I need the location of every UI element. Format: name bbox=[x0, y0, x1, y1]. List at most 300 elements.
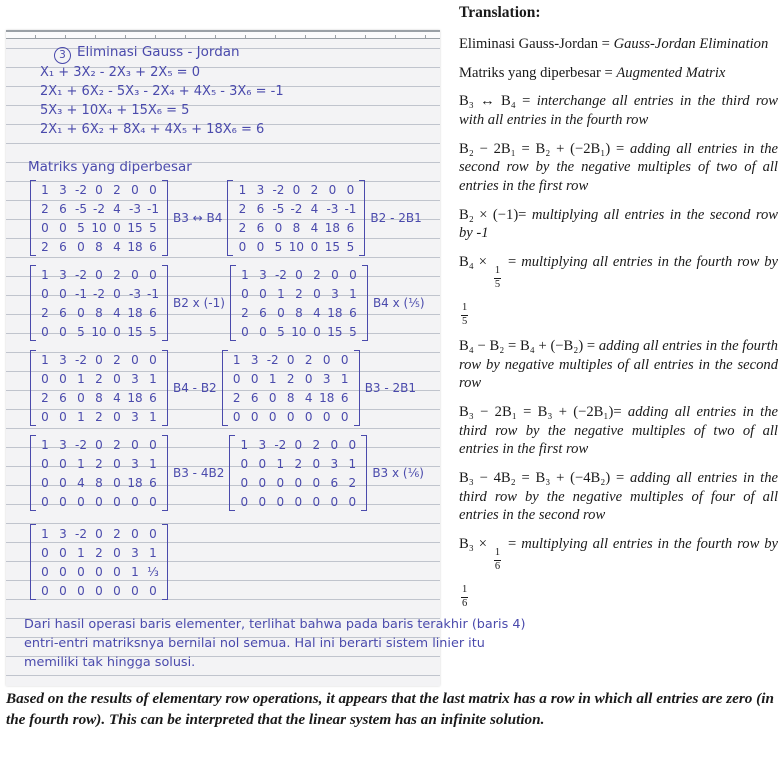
matrix-cell: 3 bbox=[259, 267, 267, 282]
matrix-cell: 4 bbox=[310, 201, 319, 216]
row-operation-label: B3 - 2B1 bbox=[364, 381, 417, 395]
matrix-cell: 6 bbox=[256, 220, 265, 235]
matrix-grid bbox=[36, 180, 162, 256]
matrix-cell: 6 bbox=[346, 220, 355, 235]
matrix-cell: 0 bbox=[238, 239, 247, 254]
matrix-cell: 5 bbox=[277, 324, 285, 339]
matrix-cell: 0 bbox=[95, 352, 103, 367]
matrix bbox=[222, 350, 360, 426]
matrix-cell: -5 bbox=[75, 201, 87, 216]
matrix-cell: 0 bbox=[149, 526, 157, 541]
matrix-cell: 1 bbox=[41, 352, 49, 367]
matrix-cell: 1 bbox=[276, 456, 285, 471]
matrix-cell: -1 bbox=[147, 201, 159, 216]
matrix-steps bbox=[20, 180, 432, 511]
matrix-cell: 0 bbox=[312, 494, 321, 509]
row-operation-label: B2 - 2B1 bbox=[370, 211, 422, 225]
matrix-cell: 0 bbox=[77, 583, 85, 598]
translation-paragraph bbox=[459, 253, 778, 327]
matrix-grid bbox=[235, 435, 361, 511]
matrix-grid bbox=[36, 265, 162, 341]
matrix-cell: 0 bbox=[259, 324, 267, 339]
translation-math-text: B₃ × bbox=[459, 536, 492, 553]
matrix-cell: 2 bbox=[294, 456, 303, 471]
matrix-cell: 1 bbox=[77, 409, 85, 424]
matrix-cell: 0 bbox=[349, 267, 357, 282]
equation-line: 5X₃ + 10X₄ + 15X₆ = 5 bbox=[40, 103, 190, 118]
matrix-right-bracket bbox=[354, 350, 360, 426]
matrix-cell: 1 bbox=[149, 545, 157, 560]
matrix-grid bbox=[36, 350, 162, 426]
matrix-cell: 0 bbox=[276, 494, 285, 509]
translation-math-text: B₃ − 4B₂ = B₃ + (−4B₂) = bbox=[459, 470, 631, 487]
problem-number-badge: 3 bbox=[54, 47, 71, 64]
fraction-numerator: 1 bbox=[461, 585, 468, 598]
matrix-cell: -2 bbox=[75, 267, 87, 282]
matrix-cell: 6 bbox=[330, 475, 339, 490]
matrix-cell: 10 bbox=[91, 220, 107, 235]
matrix-cell: 6 bbox=[59, 305, 67, 320]
matrix-cell: 2 bbox=[238, 220, 247, 235]
matrix-cell: 0 bbox=[131, 437, 139, 452]
matrix-cell: 4 bbox=[113, 305, 121, 320]
translation-paragraph bbox=[459, 206, 778, 243]
matrix-cell: 0 bbox=[113, 494, 121, 509]
matrix-cell: 1 bbox=[77, 456, 85, 471]
matrix-cell: 0 bbox=[294, 494, 303, 509]
matrix-right-bracket bbox=[162, 435, 168, 511]
matrix-cell: 3 bbox=[258, 437, 267, 452]
matrix-cell: 0 bbox=[259, 286, 267, 301]
matrix-cell: 2 bbox=[348, 475, 357, 490]
ruler-ticks bbox=[6, 35, 440, 38]
matrix-cell: 6 bbox=[250, 390, 259, 405]
matrix-cell: 3 bbox=[256, 182, 265, 197]
matrix-cell: 1 bbox=[268, 371, 277, 386]
matrix-cell: 4 bbox=[77, 475, 85, 490]
matrix-cell: 5 bbox=[77, 324, 85, 339]
matrix-cell: -3 bbox=[326, 201, 339, 216]
matrix-cell: 1 bbox=[149, 409, 157, 424]
matrix-cell: 8 bbox=[95, 390, 103, 405]
fraction bbox=[461, 303, 468, 327]
matrix-heading: Matriks yang diperbesar bbox=[28, 159, 192, 175]
matrix-right-bracket bbox=[162, 180, 168, 256]
translation-math-text: B₃ − 2B₁ = B₃ + (−2B₁)= bbox=[459, 404, 628, 421]
matrix-cell: 0 bbox=[131, 526, 139, 541]
matrix-right-bracket bbox=[361, 435, 367, 511]
matrix-cell: 0 bbox=[346, 182, 355, 197]
matrix-cell: 5 bbox=[149, 324, 157, 339]
matrix-cell: 0 bbox=[41, 494, 49, 509]
equation-line: 2X₁ + 6X₂ - 5X₃ - 2X₄ + 4X₅ - 3X₆ = -1 bbox=[40, 84, 284, 99]
matrix-cell: 0 bbox=[131, 352, 139, 367]
matrix-grid bbox=[236, 265, 362, 341]
matrix-cell: 0 bbox=[294, 437, 303, 452]
matrix bbox=[30, 524, 168, 600]
matrix bbox=[30, 350, 168, 426]
matrix-cell: 0 bbox=[59, 409, 67, 424]
matrix-right-bracket bbox=[162, 350, 168, 426]
matrix-cell: 3 bbox=[331, 286, 339, 301]
fraction bbox=[494, 548, 501, 572]
matrix-cell: 5 bbox=[349, 324, 357, 339]
fraction-numerator: 1 bbox=[494, 548, 501, 561]
matrix-cell: 2 bbox=[113, 182, 121, 197]
row-operation-label: B2 x (-1) bbox=[173, 296, 225, 310]
matrix-cell: 2 bbox=[95, 545, 103, 560]
matrix-cell: 6 bbox=[149, 475, 157, 490]
matrix-cell: 2 bbox=[95, 409, 103, 424]
matrix-cell: 0 bbox=[232, 409, 241, 424]
matrix-cell: 18 bbox=[319, 390, 335, 405]
matrix-cell: 18 bbox=[324, 220, 341, 235]
matrix-cell: 0 bbox=[313, 324, 321, 339]
equation-line: 2X₁ + 6X₂ + 8X₄ + 4X₅ + 18X₆ = 6 bbox=[40, 122, 265, 137]
matrix-cell: 0 bbox=[113, 371, 121, 386]
conclusion-note bbox=[24, 615, 526, 672]
matrix-cell: 0 bbox=[95, 583, 103, 598]
matrix-cell: 0 bbox=[312, 475, 321, 490]
matrix-cell: 4 bbox=[313, 305, 321, 320]
matrix-cell: -1 bbox=[75, 286, 87, 301]
translation-math-text: Eliminasi Gauss-Jordan = bbox=[459, 36, 614, 52]
matrix-cell: 0 bbox=[268, 409, 277, 424]
paper-top-edge bbox=[6, 30, 440, 39]
matrix-cell: 0 bbox=[59, 371, 67, 386]
matrix-cell: 5 bbox=[149, 220, 157, 235]
translation-paragraph bbox=[459, 140, 778, 196]
matrix-cell: -3 bbox=[129, 286, 141, 301]
translation-paragraph bbox=[459, 35, 778, 54]
matrix-cell: 2 bbox=[113, 267, 121, 282]
matrix-cell: 2 bbox=[310, 182, 319, 197]
matrix-step-row bbox=[30, 180, 432, 256]
matrix-cell: 1 bbox=[348, 456, 357, 471]
translation-paragraph bbox=[459, 469, 778, 525]
matrix-cell: 0 bbox=[41, 286, 49, 301]
matrix-cell: 0 bbox=[95, 564, 103, 579]
translation-math-text: B₂ × (−1)= bbox=[459, 206, 532, 223]
matrix-cell: 0 bbox=[131, 583, 139, 598]
matrix-cell: 0 bbox=[312, 456, 321, 471]
matrix bbox=[227, 180, 365, 256]
matrix-cell: 0 bbox=[113, 475, 121, 490]
matrix bbox=[230, 265, 368, 341]
matrix-cell: 0 bbox=[258, 456, 267, 471]
translation-italic-text: multiplying all entries in the second row by -1 bbox=[459, 206, 778, 242]
matrix-grid bbox=[36, 435, 162, 511]
matrix-step-row bbox=[30, 350, 432, 426]
matrix-cell: 3 bbox=[59, 267, 67, 282]
matrix-cell: 3 bbox=[322, 371, 331, 386]
matrix-cell: 6 bbox=[59, 239, 67, 254]
matrix-cell: 0 bbox=[330, 494, 339, 509]
matrix-cell: -1 bbox=[147, 286, 159, 301]
matrix-cell: 2 bbox=[41, 305, 49, 320]
matrix-cell: 1 bbox=[41, 526, 49, 541]
matrix-cell: 0 bbox=[348, 494, 357, 509]
matrix-cell: 0 bbox=[95, 437, 103, 452]
matrix-cell: 3 bbox=[131, 371, 139, 386]
matrix-cell: -3 bbox=[129, 201, 141, 216]
matrix-cell: 18 bbox=[127, 390, 143, 405]
matrix bbox=[229, 435, 367, 511]
matrix-cell: 0 bbox=[295, 267, 303, 282]
matrix-cell: 0 bbox=[131, 182, 139, 197]
matrix-cell: 0 bbox=[276, 475, 285, 490]
matrix-cell: 2 bbox=[95, 371, 103, 386]
matrix-cell: 0 bbox=[304, 371, 313, 386]
matrix-right-bracket bbox=[162, 524, 168, 600]
matrix-cell: 18 bbox=[127, 239, 143, 254]
matrix-cell: 0 bbox=[41, 545, 49, 560]
matrix-cell: 8 bbox=[286, 390, 295, 405]
matrix-cell: 4 bbox=[113, 239, 121, 254]
conclusion-line: memiliki tak hingga solusi. bbox=[24, 655, 196, 670]
matrix-cell: -2 bbox=[93, 201, 105, 216]
translation-heading: Translation: bbox=[459, 4, 541, 21]
matrix-cell: 0 bbox=[256, 239, 265, 254]
translation-italic-text: adding all entries in the second row by the negative multiples of two of all entries in the first row bbox=[459, 140, 778, 195]
matrix-cell: 3 bbox=[59, 437, 67, 452]
matrix-cell: 0 bbox=[240, 494, 249, 509]
fraction-denominator: 6 bbox=[494, 560, 501, 572]
matrix-cell: 8 bbox=[292, 220, 301, 235]
matrix-cell: 15 bbox=[324, 239, 341, 254]
matrix-cell: 15 bbox=[127, 324, 143, 339]
matrix-cell: 1 bbox=[238, 182, 247, 197]
fraction bbox=[461, 585, 468, 609]
matrix-cell: 0 bbox=[59, 475, 67, 490]
matrix-cell: 6 bbox=[149, 390, 157, 405]
matrix-cell: 5 bbox=[77, 220, 85, 235]
matrix-cell: 6 bbox=[149, 239, 157, 254]
translation-paragraph bbox=[459, 403, 778, 459]
equation-list bbox=[40, 63, 432, 139]
translation-italic-text: multiplying all entries in the fourth row by bbox=[521, 254, 778, 271]
matrix-right-bracket bbox=[162, 265, 168, 341]
matrix-cell: 0 bbox=[330, 437, 339, 452]
matrix-cell: 0 bbox=[59, 583, 67, 598]
matrix-cell: 3 bbox=[131, 409, 139, 424]
matrix-cell: 18 bbox=[327, 305, 343, 320]
matrix-cell: 1 bbox=[77, 371, 85, 386]
translation-math-text: B₃ ↔ B₄ = bbox=[459, 93, 537, 110]
matrix-cell: 0 bbox=[77, 564, 85, 579]
matrix-cell: 2 bbox=[286, 371, 295, 386]
matrix-cell: 0 bbox=[149, 494, 157, 509]
matrix-cell: 2 bbox=[41, 201, 49, 216]
matrix-cell: 0 bbox=[340, 409, 349, 424]
matrix-cell: 0 bbox=[41, 564, 49, 579]
matrix-cell: 6 bbox=[340, 390, 349, 405]
matrix-cell: 0 bbox=[95, 526, 103, 541]
matrix-cell: 2 bbox=[113, 437, 121, 452]
matrix-cell: 0 bbox=[241, 324, 249, 339]
matrix-grid bbox=[228, 350, 354, 426]
matrix-cell: 0 bbox=[304, 409, 313, 424]
matrix-cell: 0 bbox=[59, 324, 67, 339]
matrix-cell: 0 bbox=[41, 583, 49, 598]
matrix-cell: 4 bbox=[310, 220, 319, 235]
matrix-cell: 8 bbox=[295, 305, 303, 320]
matrix-cell: 0 bbox=[77, 305, 85, 320]
matrix-cell: 1 bbox=[41, 182, 49, 197]
matrix-cell: 2 bbox=[313, 267, 321, 282]
matrix-cell: -2 bbox=[290, 201, 303, 216]
matrix-cell: 5 bbox=[274, 239, 283, 254]
translation-paragraph bbox=[459, 64, 778, 83]
matrix-cell: 18 bbox=[127, 305, 143, 320]
matrix-cell: -2 bbox=[93, 286, 105, 301]
matrix-cell: 0 bbox=[113, 583, 121, 598]
matrix-cell: 0 bbox=[59, 545, 67, 560]
matrix-cell: 8 bbox=[95, 305, 103, 320]
row-operation-label: B4 x (⅕) bbox=[372, 296, 425, 310]
matrix-grid bbox=[36, 524, 162, 600]
matrix-cell: 0 bbox=[322, 409, 331, 424]
matrix-cell: 0 bbox=[113, 456, 121, 471]
matrix-cell: 18 bbox=[127, 475, 143, 490]
matrix-cell: 2 bbox=[312, 437, 321, 452]
translation-math-text: = bbox=[503, 254, 522, 271]
matrix bbox=[30, 265, 168, 341]
notes-title bbox=[54, 44, 432, 63]
matrix-cell: 8 bbox=[95, 475, 103, 490]
matrix-cell: 8 bbox=[95, 239, 103, 254]
matrix-cell: 0 bbox=[286, 409, 295, 424]
matrix-cell: 0 bbox=[294, 475, 303, 490]
matrix-cell: 0 bbox=[149, 182, 157, 197]
matrix-cell: 0 bbox=[348, 437, 357, 452]
matrix-cell: -5 bbox=[272, 201, 285, 216]
matrix-cell: 0 bbox=[59, 494, 67, 509]
matrix-cell: 0 bbox=[240, 475, 249, 490]
matrix-cell: 2 bbox=[113, 526, 121, 541]
row-operation-label: B3 ↔ B4 bbox=[173, 211, 223, 225]
matrix-cell: 6 bbox=[59, 201, 67, 216]
translation-italic-text: adding all entries in the third row by the negative multiples of two of all entries in the first row bbox=[459, 404, 778, 458]
matrix-cell: 0 bbox=[113, 564, 121, 579]
matrix-cell: 0 bbox=[149, 267, 157, 282]
translation-panel bbox=[459, 4, 778, 619]
equation-line: X₁ + 3X₂ - 2X₃ + 2X₅ = 0 bbox=[40, 65, 200, 80]
matrix-cell: 0 bbox=[59, 286, 67, 301]
matrix-cell: 3 bbox=[59, 352, 67, 367]
matrix-cell: 0 bbox=[149, 437, 157, 452]
fraction-denominator: 5 bbox=[462, 315, 468, 327]
matrix-right-bracket bbox=[362, 265, 368, 341]
matrix-cell: 2 bbox=[41, 239, 49, 254]
translation-math-text: = bbox=[503, 536, 522, 553]
conclusion-line: entri-entri matriksnya bernilai nol semua. Hal ini berarti sistem linier itu bbox=[24, 636, 485, 651]
matrix-cell: 1 bbox=[240, 437, 249, 452]
translation-italic-text: Augmented Matrix bbox=[616, 64, 726, 81]
matrix-cell: 2 bbox=[95, 456, 103, 471]
matrix-cell: 0 bbox=[41, 220, 49, 235]
translation-paragraphs bbox=[459, 35, 778, 609]
matrix-cell: 0 bbox=[286, 352, 295, 367]
matrix-cell: 0 bbox=[131, 494, 139, 509]
matrix-cell: 2 bbox=[41, 390, 49, 405]
matrix-cell: 2 bbox=[295, 286, 303, 301]
matrix-cell: 0 bbox=[277, 305, 285, 320]
matrix-cell: 0 bbox=[258, 475, 267, 490]
matrix bbox=[30, 435, 168, 511]
matrix-cell: 0 bbox=[258, 494, 267, 509]
matrix-cell: -2 bbox=[274, 437, 287, 452]
matrix-cell: 0 bbox=[310, 239, 319, 254]
matrix-cell: 0 bbox=[268, 390, 277, 405]
matrix-cell: 3 bbox=[59, 526, 67, 541]
matrix-cell: 0 bbox=[331, 267, 339, 282]
matrix-step-row bbox=[30, 435, 432, 511]
notebook-paper bbox=[6, 30, 526, 686]
matrix-cell: 1 bbox=[41, 437, 49, 452]
conclusion-line: Dari hasil operasi baris elementer, terlihat bahwa pada baris terakhir (baris 4) bbox=[24, 617, 526, 632]
matrix-cell: 3 bbox=[131, 545, 139, 560]
matrix-cell: 1 bbox=[149, 456, 157, 471]
fraction-denominator: 5 bbox=[494, 278, 501, 290]
matrix-cell: 0 bbox=[95, 267, 103, 282]
matrix-step-row bbox=[30, 265, 432, 341]
matrix-cell: 0 bbox=[77, 390, 85, 405]
matrix-cell: 0 bbox=[59, 456, 67, 471]
handwritten-notes bbox=[20, 41, 526, 686]
matrix-cell: 0 bbox=[149, 352, 157, 367]
fraction bbox=[494, 266, 501, 290]
fraction-numerator: 1 bbox=[461, 303, 468, 316]
matrix-cell: 6 bbox=[256, 201, 265, 216]
translation-italic-text: Gauss-Jordan Elimination bbox=[613, 36, 769, 52]
matrix-cell: 0 bbox=[41, 409, 49, 424]
matrix-cell: 0 bbox=[313, 286, 321, 301]
matrix-cell: 0 bbox=[59, 564, 67, 579]
translation-paragraph bbox=[459, 337, 778, 393]
matrix-cell: -2 bbox=[266, 352, 279, 367]
matrix-cell: 1 bbox=[41, 267, 49, 282]
matrix-cell: 0 bbox=[113, 545, 121, 560]
matrix-cell: 0 bbox=[131, 267, 139, 282]
matrix-cell: 2 bbox=[238, 201, 247, 216]
translation-math-text: B₄ × bbox=[459, 254, 492, 271]
matrix-cell: 1 bbox=[277, 286, 285, 301]
matrix-cell: 2 bbox=[241, 305, 249, 320]
matrix-cell: 10 bbox=[291, 324, 307, 339]
final-matrix-row bbox=[30, 524, 432, 600]
matrix-cell: -2 bbox=[75, 526, 87, 541]
notes-title-text: Eliminasi Gauss - Jordan bbox=[77, 44, 240, 60]
matrix-cell: 4 bbox=[113, 201, 121, 216]
matrix-cell: 0 bbox=[250, 371, 259, 386]
matrix-cell: -2 bbox=[272, 182, 285, 197]
matrix-cell: 4 bbox=[113, 390, 121, 405]
matrix-cell: 0 bbox=[113, 220, 121, 235]
matrix-cell: 0 bbox=[41, 456, 49, 471]
row-operation-label: B4 - B2 bbox=[173, 381, 217, 395]
matrix-cell: 0 bbox=[95, 182, 103, 197]
matrix-cell: 0 bbox=[113, 324, 121, 339]
matrix-cell: 1 bbox=[77, 545, 85, 560]
matrix-cell: 6 bbox=[59, 390, 67, 405]
matrix-cell: 15 bbox=[327, 324, 343, 339]
row-operation-label: B3 - 4B2 bbox=[173, 466, 225, 480]
fraction-numerator: 1 bbox=[494, 266, 501, 279]
matrix-cell: 5 bbox=[346, 239, 355, 254]
matrix-cell: -2 bbox=[274, 267, 287, 282]
translation-math-text: B₂ − 2B₁ = B₂ + (−2B₁) = bbox=[459, 140, 631, 157]
